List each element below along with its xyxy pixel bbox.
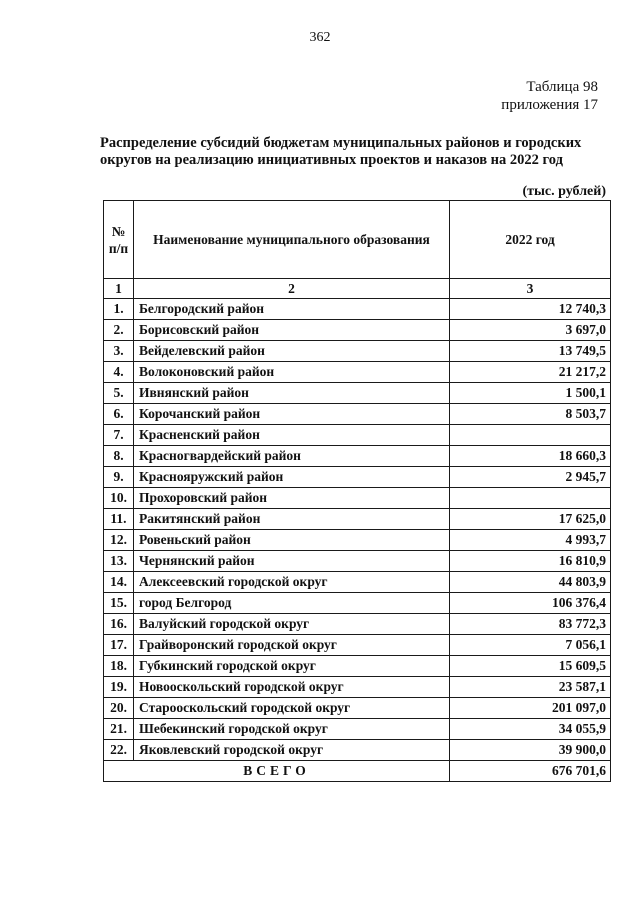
subsidy-amount	[450, 488, 611, 509]
municipality-name: Красногвардейский район	[134, 446, 450, 467]
municipality-name: Ровеньский район	[134, 530, 450, 551]
row-number: 9.	[104, 467, 134, 488]
municipality-name: Прохоровский район	[134, 488, 450, 509]
table-row	[104, 614, 611, 635]
row-number: 21.	[104, 719, 134, 740]
subsidy-amount: 83 772,3	[450, 614, 611, 635]
municipality-name: Ракитянский район	[134, 509, 450, 530]
column-number-2: 2	[134, 279, 450, 299]
municipality-name: Ивнянский район	[134, 383, 450, 404]
document-title: Распределение субсидий бюджетам муниципальных районов и городских округов на реализацию инициативных проектов и наказов на 2022 год	[100, 135, 582, 168]
municipality-name: город Белгород	[134, 593, 450, 614]
table-row	[104, 362, 611, 383]
column-numbers-row	[104, 279, 611, 299]
table-row	[104, 698, 611, 719]
municipality-name: Грайворонский городской округ	[134, 635, 450, 656]
column-number-3: 3	[450, 279, 611, 299]
table-row	[104, 341, 611, 362]
units-label: (тыс. рублей)	[522, 184, 606, 199]
table-row	[104, 572, 611, 593]
table-row	[104, 467, 611, 488]
total-label: ВСЕГО	[104, 761, 450, 782]
row-number: 12.	[104, 530, 134, 551]
page-number: 362	[309, 30, 331, 45]
subsidy-amount: 4 993,7	[450, 530, 611, 551]
table-row	[104, 656, 611, 677]
table-row	[104, 383, 611, 404]
subsidy-amount: 18 660,3	[450, 446, 611, 467]
table-row	[104, 677, 611, 698]
column-number-1: 1	[104, 279, 134, 299]
subsidy-amount: 2 945,7	[450, 467, 611, 488]
row-number: 1.	[104, 299, 134, 320]
table-row	[104, 320, 611, 341]
row-number: 2.	[104, 320, 134, 341]
total-amount: 676 701,6	[450, 761, 611, 782]
table-row	[104, 740, 611, 761]
table-row	[104, 425, 611, 446]
row-number: 22.	[104, 740, 134, 761]
table-row	[104, 488, 611, 509]
subsidy-amount	[450, 425, 611, 446]
municipality-name: Волоконовский район	[134, 362, 450, 383]
subsidy-amount: 15 609,5	[450, 656, 611, 677]
subsidy-amount: 34 055,9	[450, 719, 611, 740]
subsidy-table	[103, 200, 611, 782]
total-row	[104, 761, 611, 782]
municipality-name: Валуйский городской округ	[134, 614, 450, 635]
subsidy-amount: 106 376,4	[450, 593, 611, 614]
subsidy-amount: 8 503,7	[450, 404, 611, 425]
municipality-name: Яковлевский городской округ	[134, 740, 450, 761]
row-number: 20.	[104, 698, 134, 719]
row-number: 15.	[104, 593, 134, 614]
table-label: Таблица 98	[526, 79, 598, 95]
appendix-label: приложения 17	[501, 97, 598, 113]
municipality-name: Корочанский район	[134, 404, 450, 425]
subsidy-amount: 7 056,1	[450, 635, 611, 656]
header-year: 2022 год	[450, 201, 611, 279]
municipality-name: Вейделевский район	[134, 341, 450, 362]
subsidy-amount: 23 587,1	[450, 677, 611, 698]
row-number: 17.	[104, 635, 134, 656]
row-number: 18.	[104, 656, 134, 677]
header-name: Наименование муниципального образования	[134, 201, 450, 279]
row-number: 16.	[104, 614, 134, 635]
subsidy-amount: 1 500,1	[450, 383, 611, 404]
subsidy-amount: 12 740,3	[450, 299, 611, 320]
municipality-name: Шебекинский городской округ	[134, 719, 450, 740]
subsidy-amount: 44 803,9	[450, 572, 611, 593]
header-number: № п/п	[104, 201, 134, 279]
row-number: 7.	[104, 425, 134, 446]
municipality-name: Губкинский городской округ	[134, 656, 450, 677]
subsidy-amount: 39 900,0	[450, 740, 611, 761]
municipality-name: Белгородский район	[134, 299, 450, 320]
subsidy-amount: 21 217,2	[450, 362, 611, 383]
table-caption	[501, 78, 598, 114]
row-number: 13.	[104, 551, 134, 572]
row-number: 11.	[104, 509, 134, 530]
table-row	[104, 299, 611, 320]
subsidy-amount: 13 749,5	[450, 341, 611, 362]
table-row	[104, 593, 611, 614]
table-row	[104, 530, 611, 551]
table-row	[104, 446, 611, 467]
table-header-row	[104, 201, 611, 279]
table-row	[104, 635, 611, 656]
municipality-name: Новооскольский городской округ	[134, 677, 450, 698]
table-row	[104, 509, 611, 530]
row-number: 6.	[104, 404, 134, 425]
row-number: 5.	[104, 383, 134, 404]
table-row	[104, 551, 611, 572]
municipality-name: Краснояружский район	[134, 467, 450, 488]
row-number: 3.	[104, 341, 134, 362]
row-number: 8.	[104, 446, 134, 467]
row-number: 10.	[104, 488, 134, 509]
municipality-name: Борисовский район	[134, 320, 450, 341]
subsidy-amount: 17 625,0	[450, 509, 611, 530]
subsidy-amount: 3 697,0	[450, 320, 611, 341]
table-row	[104, 719, 611, 740]
subsidy-amount: 201 097,0	[450, 698, 611, 719]
row-number: 14.	[104, 572, 134, 593]
municipality-name: Старооскольский городской округ	[134, 698, 450, 719]
municipality-name: Чернянский район	[134, 551, 450, 572]
table-row	[104, 404, 611, 425]
row-number: 4.	[104, 362, 134, 383]
row-number: 19.	[104, 677, 134, 698]
municipality-name: Алексеевский городской округ	[134, 572, 450, 593]
subsidy-amount: 16 810,9	[450, 551, 611, 572]
municipality-name: Красненский район	[134, 425, 450, 446]
